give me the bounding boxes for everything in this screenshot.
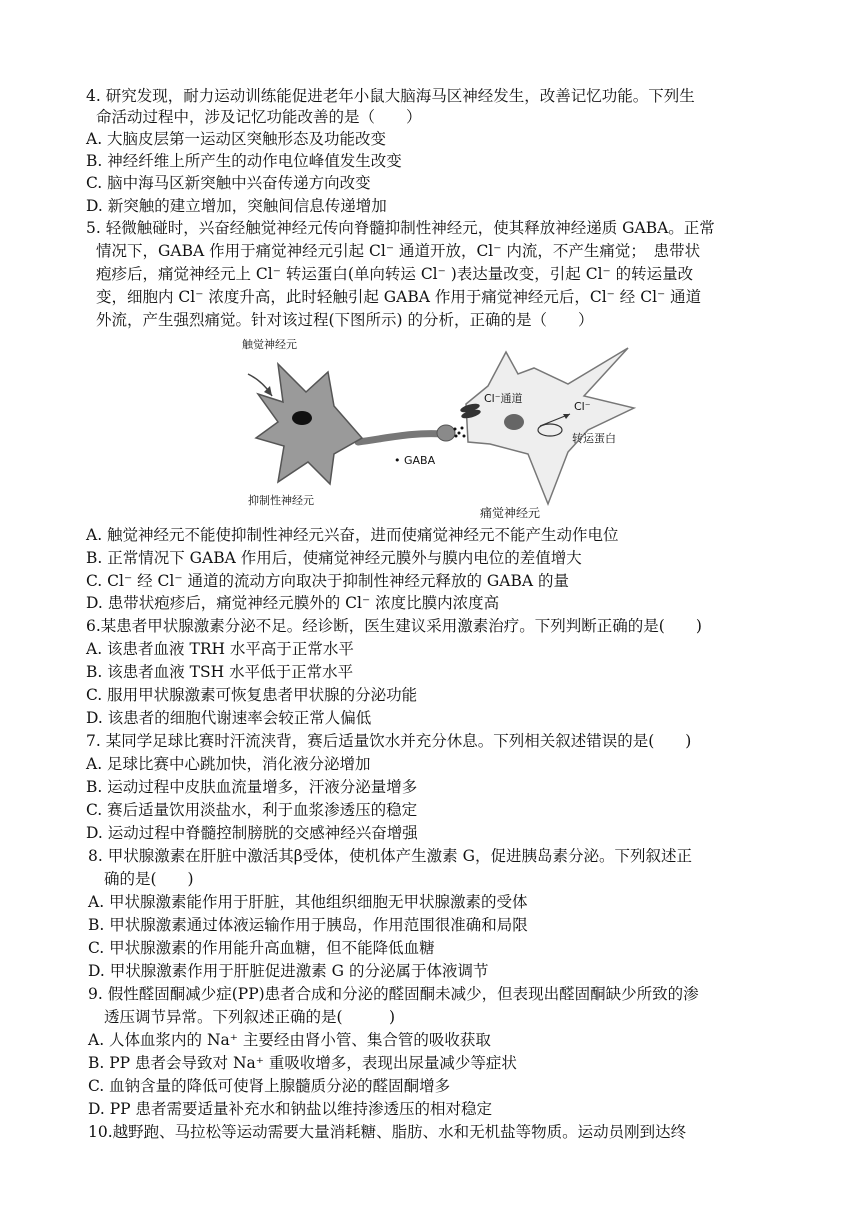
q6-option-d: D. 该患者的细胞代谢速率会较正常人偏低 <box>86 709 372 727</box>
q10-stem: 10.越野跑、马拉松等运动需要大量消耗糖、脂肪、水和无机盐等物质。运动员刚到达终 <box>88 1123 687 1141</box>
q7-option-a: A. 足球比赛中心跳加快，消化液分泌增加 <box>86 755 371 773</box>
q8-option-a: A. 甲状腺激素能作用于肝脏，其他组织细胞无甲状腺激素的受体 <box>88 893 528 911</box>
gaba-label: • GABA <box>394 454 436 467</box>
pain-neuron-body <box>466 348 634 504</box>
q8-option-c: C. 甲状腺激素的作用能升高血糖，但不能降低血糖 <box>88 939 435 957</box>
q8-stem-line-1: 8. 甲状腺激素在肝脏中激活其β受体，使机体产生激素 G，促进胰岛素分泌。下列叙述正 <box>88 847 692 865</box>
q8-stem-line-2: 确的是( ) <box>104 870 194 888</box>
q6-option-b: B. 该患者血液 TSH 水平低于正常水平 <box>86 663 354 681</box>
q4-option-b: B. 神经纤维上所产生的动作电位峰值发生改变 <box>86 152 402 170</box>
q4-option-c: C. 脑中海马区新突触中兴奋传递方向改变 <box>86 174 371 192</box>
inhibitory-nucleus <box>292 411 312 425</box>
q6-option-c: C. 服用甲状腺激素可恢复患者甲状腺的分泌功能 <box>86 686 418 704</box>
q7-option-d: D. 运动过程中脊髓控制膀胱的交感神经兴奋增强 <box>86 824 418 842</box>
q6-option-a: A. 该患者血液 TRH 水平高于正常水平 <box>86 640 354 658</box>
q5-stem-line-3: 疱疹后，痛觉神经元上 Cl⁻ 转运蛋白(单向转运 Cl⁻ )表达量改变，引起 Cl⁻ 的转运量改 <box>96 265 694 283</box>
q5-stem-line-2: 情况下，GABA 作用于痛觉神经元引起 Cl⁻ 通道开放，Cl⁻ 内流，不产生痛觉； 患带状 <box>96 242 701 260</box>
q4-option-d: D. 新突触的建立增加，突触间信息传递增加 <box>86 197 387 215</box>
q5-stem-line-4: 变，细胞内 Cl⁻ 浓度升高，此时轻触引起 GABA 作用于痛觉神经元后，Cl⁻ 经 Cl⁻ 通道 <box>96 288 702 306</box>
q9-option-b: B. PP 患者会导致对 Na⁺ 重吸收增多，表现出尿量减少等症状 <box>88 1054 517 1072</box>
q9-option-a: A. 人体血浆内的 Na⁺ 主要经由肾小管、集合管的吸收获取 <box>88 1031 491 1049</box>
q4-stem-line-1: 4. 研究发现，耐力运动训练能促进老年小鼠大脑海马区神经发生，改善记忆功能。下列生 <box>86 87 695 105</box>
q7-option-b: B. 运动过程中皮肤血流量增多，汗液分泌量增多 <box>86 778 418 796</box>
q5-stem-line-1: 5. 轻微触碰时，兴奋经触觉神经元传向脊髓抑制性神经元，使其释放神经递质 GABA。正常 <box>86 219 715 237</box>
q5-option-b: B. 正常情况下 GABA 作用后，使痛觉神经元膜外与膜内电位的差值增大 <box>86 549 582 567</box>
inhibitory-neuron-body <box>256 364 362 484</box>
q4-stem-line-2: 命活动过程中，涉及记忆功能改善的是（ ） <box>96 108 422 126</box>
q9-stem-line-1: 9. 假性醛固酮减少症(PP)患者合成和分泌的醛固酮未减少，但表现出醛固酮缺少所致的渗 <box>88 985 699 1003</box>
q5-option-c: C. Cl⁻ 经 Cl⁻ 通道的流动方向取决于抑制性神经元释放的 GABA 的量 <box>86 572 569 590</box>
q5-option-a: A. 触觉神经元不能使抑制性神经元兴奋，进而使痛觉神经元不能产生动作电位 <box>86 526 619 544</box>
inhibitory-axon <box>358 434 443 442</box>
touch-neuron-label: 触觉神经元 <box>242 338 297 351</box>
q8-option-b: B. 甲状腺激素通过体液运输作用于胰岛，作用范围很准确和局限 <box>88 916 528 934</box>
q9-stem-line-2: 透压调节异常。下列叙述正确的是( ) <box>104 1008 396 1026</box>
q6-stem: 6.某患者甲状腺激素分泌不足。经诊断，医生建议采用激素治疗。下列判断正确的是( ) <box>86 617 702 635</box>
q4-option-a: A. 大脑皮层第一运动区突触形态及功能改变 <box>86 130 387 148</box>
q9-option-d: D. PP 患者需要适量补充水和钠盐以维持渗透压的相对稳定 <box>88 1100 493 1118</box>
cl-channel-label: Cl⁻通道 <box>484 392 523 405</box>
q5-stem-line-5: 外流，产生强烈痛觉。针对该过程(下图所示) 的分析，正确的是（ ） <box>96 311 594 329</box>
pain-nucleus <box>504 414 524 430</box>
transporter-label: 转运蛋白 <box>572 432 616 445</box>
synaptic-terminal <box>437 425 455 441</box>
q7-option-c: C. 赛后适量饮用淡盐水，利于血浆渗透压的稳定 <box>86 801 418 819</box>
pain-neuron-label: 痛觉神经元 <box>480 506 541 520</box>
q5-option-d: D. 患带状疱疹后，痛觉神经元膜外的 Cl⁻ 浓度比膜内浓度高 <box>86 594 500 612</box>
q7-stem: 7. 某同学足球比赛时汗流浃背，赛后适量饮水并充分休息。下列相关叙述错误的是( ) <box>86 732 692 750</box>
inhibitory-neuron-label: 抑制性神经元 <box>248 494 314 507</box>
cl-ion-label: Cl⁻ <box>574 400 591 413</box>
q8-option-d: D. 甲状腺激素作用于肝脏促进激素 G 的分泌属于体液调节 <box>88 962 489 980</box>
q9-option-c: C. 血钠含量的降低可使肾上腺髓质分泌的醛固酮增多 <box>88 1077 451 1095</box>
neuron-diagram <box>238 334 640 510</box>
